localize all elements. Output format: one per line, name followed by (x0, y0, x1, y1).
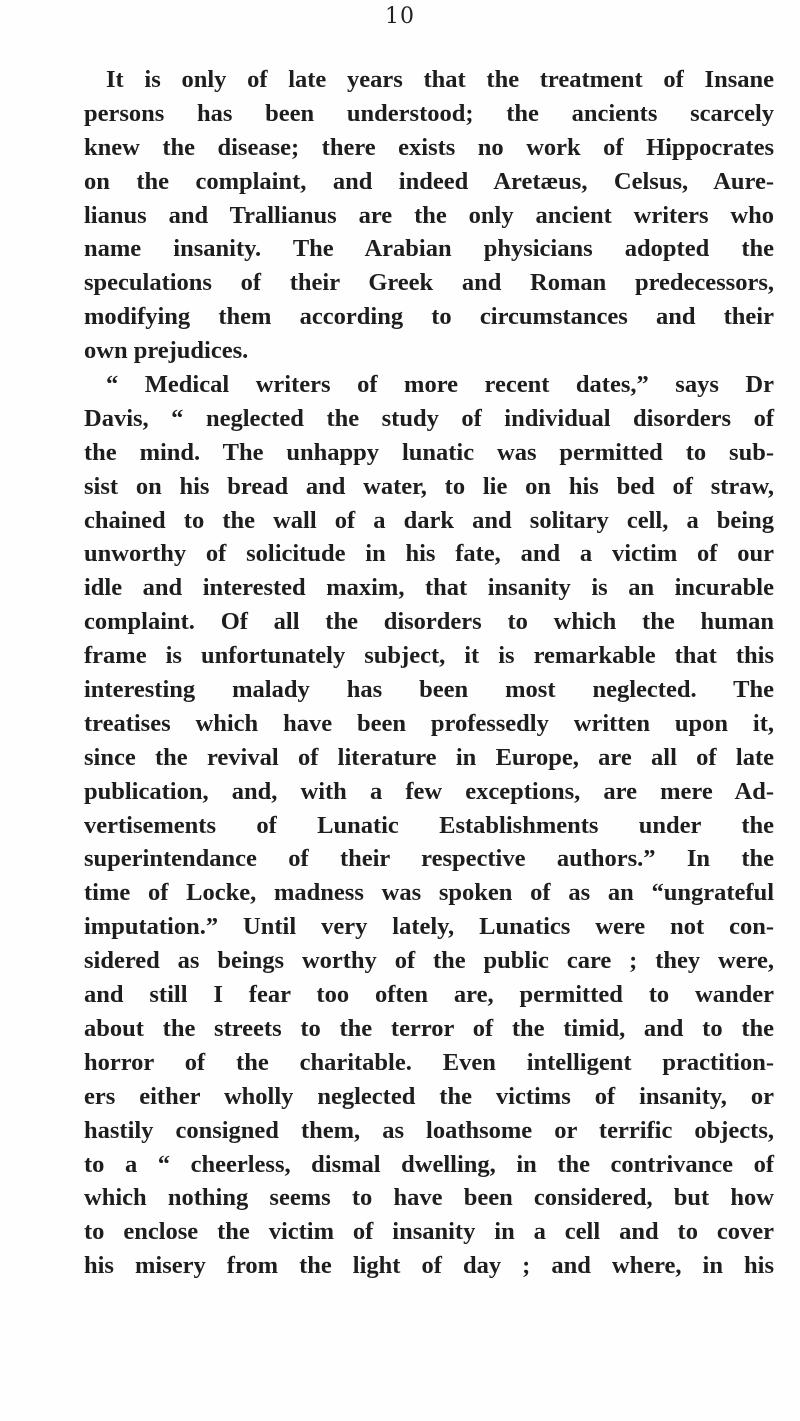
text-line: which nothing seems to have been considered, but how (84, 1184, 774, 1212)
text-line: publication, and, with a few exceptions, are mere Ad- (84, 777, 774, 805)
text-line: interesting malady has been most neglected. The (84, 676, 774, 704)
text-line: complaint. Of all the disorders to which the human (84, 608, 774, 636)
text-line: modifying them according to circumstances and their (84, 303, 774, 331)
text-line: Davis, “ neglected the study of individual disorders of (84, 404, 774, 432)
text-line: idle and interested maxim, that insanity is an incurable (84, 574, 774, 602)
text-line: and still I fear too often are, permitted to wander (84, 981, 774, 1009)
text-line: since the revival of literature in Europe, are all of late (84, 743, 774, 771)
text-line: to enclose the victim of insanity in a cell and to cover (84, 1218, 774, 1246)
text-line: the mind. The unhappy lunatic was permitted to sub- (84, 438, 774, 466)
text-line: name insanity. The Arabian physicians adopted the (84, 235, 774, 263)
text-line: superintendance of their respective authors.” In the (84, 845, 774, 873)
text-line: It is only of late years that the treatment of Insane (106, 66, 774, 93)
text-line: on the complaint, and indeed Aretæus, Celsus, Aure- (84, 167, 774, 195)
text-line: knew the disease; there exists no work of Hippocrates (84, 133, 774, 161)
text-line: lianus and Trallianus are the only ancient writers who (84, 201, 774, 229)
text-line: imputation.” Until very lately, Lunatics were not con- (84, 913, 774, 941)
text-line: his misery from the light of day ; and where, in his (84, 1252, 774, 1280)
text-line: speculations of their Greek and Roman predecessors, (84, 269, 774, 297)
text-line: horror of the charitable. Even intelligent practition- (84, 1048, 774, 1076)
text-line: sist on his bread and water, to lie on his bed of straw, (84, 472, 774, 500)
text-line: hastily consigned them, as loathsome or terrific objects, (84, 1116, 774, 1144)
text-line: frame is unfortunately subject, it is remarkable that this (84, 642, 774, 670)
page-number: 10 (385, 4, 415, 29)
text-line: persons has been understood; the ancients scarcely (84, 99, 774, 127)
text-line: “ Medical writers of more recent dates,” says Dr (106, 371, 774, 399)
text-line: treatises which have been professedly written upon it, (84, 709, 774, 737)
text-line: to a “ cheerless, dismal dwelling, in the contrivance of (84, 1150, 774, 1178)
text-line: unworthy of solicitude in his fate, and a victim of our (84, 540, 774, 568)
text-line: own prejudices. (84, 337, 249, 365)
text-line: about the streets to the terror of the timid, and to the (84, 1014, 774, 1042)
text-line: sidered as beings worthy of the public care ; they were, (84, 947, 774, 975)
body-text (84, 63, 774, 1283)
text-line: ers either wholly neglected the victims of insanity, or (84, 1082, 774, 1110)
text-line: vertisements of Lunatic Establishments under the (84, 811, 774, 839)
text-line: time of Locke, madness was spoken of as an “ungrateful (84, 879, 774, 907)
text-line: chained to the wall of a dark and solitary cell, a being (84, 506, 774, 534)
